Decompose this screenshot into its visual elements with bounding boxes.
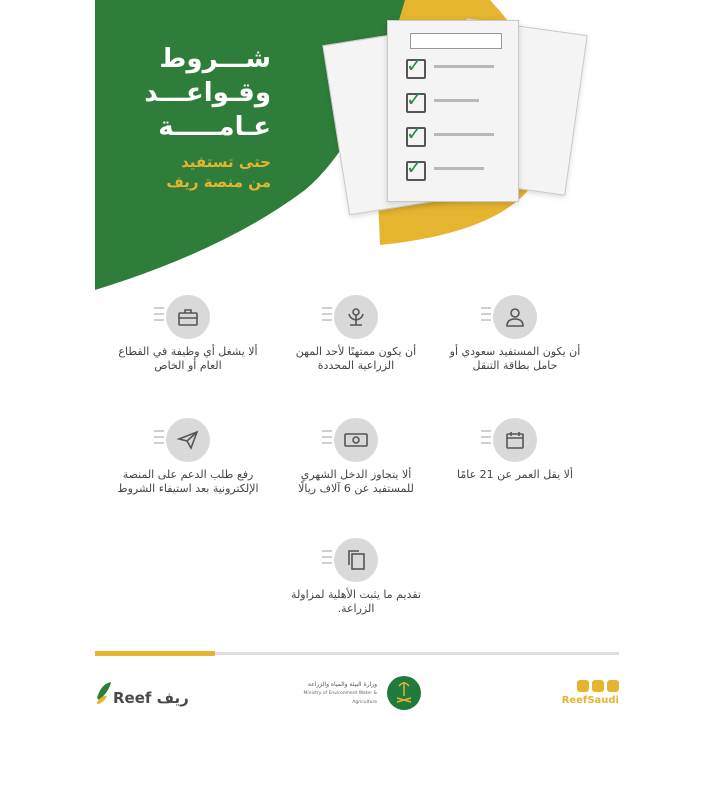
checkbox-icon: ✓ [406, 127, 426, 147]
documents-icon [334, 538, 378, 582]
ministry-name [281, 680, 377, 707]
instagram-icon[interactable] [577, 680, 589, 692]
twitter-icon[interactable] [592, 680, 604, 692]
condition-text: أن يكون المستفيد سعودي أو حامل بطاقة التنقل [449, 345, 581, 372]
ministry-name-ar: وزارة البيئة والمياه والزراعة [307, 681, 377, 688]
subtitle [121, 152, 271, 192]
form-field [410, 33, 502, 49]
title-line-3: عـامـــــة [158, 112, 271, 142]
social-links [561, 680, 619, 706]
checkbox-icon: ✓ [406, 161, 426, 181]
condition-item [440, 295, 590, 373]
ministry-name-en: Ministry of Environment Water & Agriculture [303, 691, 377, 705]
header-text [121, 42, 271, 192]
user-icon [493, 295, 537, 339]
condition-item [281, 295, 431, 373]
condition-text: أن يكون ممتهنًا لأحد المهن الزراعية المحددة [295, 345, 417, 372]
condition-item [113, 418, 263, 496]
condition-item [281, 418, 431, 496]
money-icon [334, 418, 378, 462]
calendar-icon [493, 418, 537, 462]
text-line [434, 133, 494, 136]
subtitle-line-2: من منصة ريف [166, 173, 271, 191]
saudi-emblem-icon [387, 676, 421, 710]
subtitle-line-1: حتى تستفيد [181, 153, 271, 171]
condition-text: ألا يقل العمر عن 21 عامًا [456, 468, 573, 481]
plant-icon [334, 295, 378, 339]
condition-text: تقديم ما يثبت الأهلية لمزاولة الزراعة. [291, 588, 421, 615]
paper-sheet-front [387, 20, 519, 202]
text-line [434, 167, 484, 170]
condition-text: ألا يشغل أي وظيفة في القطاع العام أو الخاص [118, 345, 258, 372]
snapchat-icon[interactable] [607, 680, 619, 692]
condition-text: ألا يتجاوز الدخل الشهري للمستفيد عن 6 آلاف ريالًا [298, 468, 414, 495]
text-line [434, 65, 494, 68]
title-line-1: شـــروط [159, 44, 271, 74]
poster [95, 0, 619, 720]
title-line-2: وقـواعـــد [144, 78, 271, 108]
checkbox-icon: ✓ [406, 59, 426, 79]
condition-item [113, 295, 263, 373]
briefcase-icon [166, 295, 210, 339]
paper-plane-icon [166, 418, 210, 462]
social-handle: ReefSaudi [561, 695, 619, 706]
checkbox-icon: ✓ [406, 93, 426, 113]
condition-text: رفع طلب الدعم على المنصة الإلكترونية بعد استيفاء الشروط [117, 468, 259, 495]
text-line [434, 99, 479, 102]
condition-item [281, 538, 431, 616]
reef-brand-text: Reef ريف [113, 689, 189, 707]
condition-item [440, 418, 590, 482]
footer-divider-accent [95, 651, 215, 656]
